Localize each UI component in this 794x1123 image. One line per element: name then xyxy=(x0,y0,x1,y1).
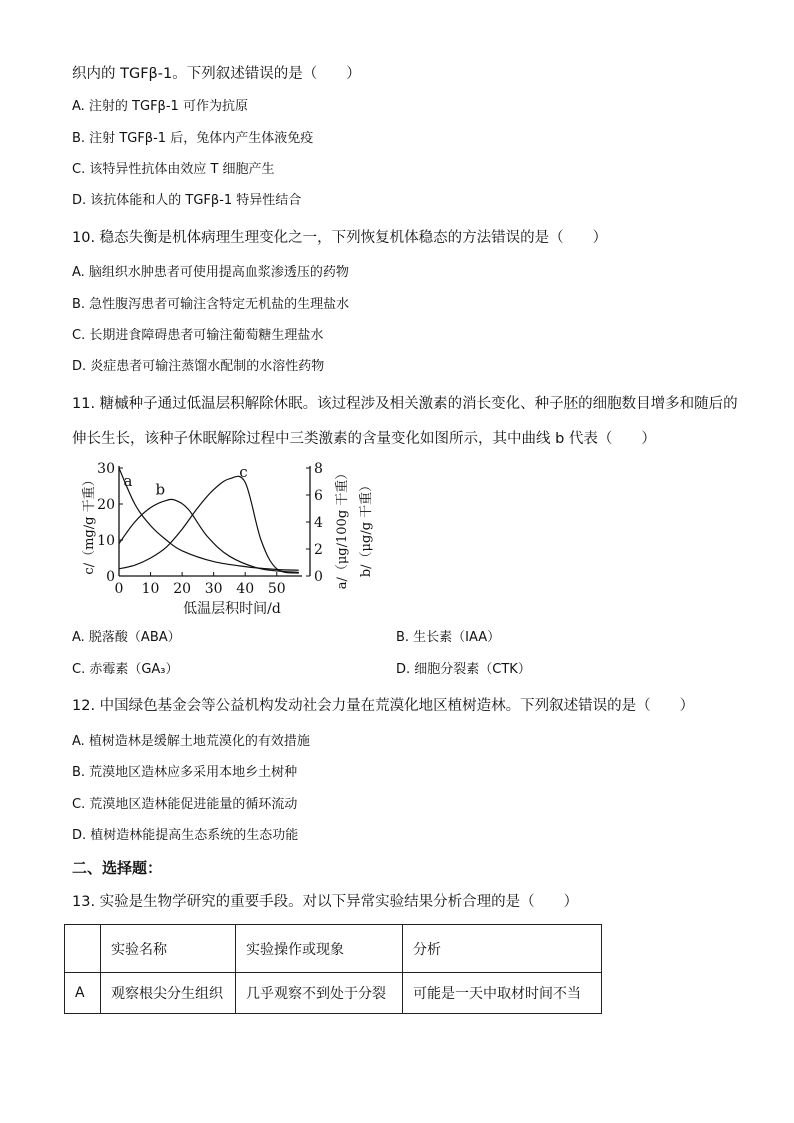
chart-x-label: 低温层积时间/d xyxy=(183,601,281,617)
curve-label-a: a xyxy=(123,472,133,490)
q10-option-d[interactable]: D. 炎症患者可输注蒸馏水配制的水溶性药物 xyxy=(72,359,325,374)
q12-option-c[interactable]: C. 荒漠地区造林能促进能量的循环流动 xyxy=(72,797,298,812)
chart-right-axis-label-b: b/（μg/g 干重） xyxy=(359,478,374,578)
x-tick-label: 40 xyxy=(236,581,255,597)
chart-right-axis-label-a: a/（μg/100g 干重） xyxy=(335,466,350,590)
table-header-cell xyxy=(65,925,101,973)
q12-option-a[interactable]: A. 植树造林是缓解土地荒漠化的有效措施 xyxy=(72,734,310,749)
curve-b xyxy=(119,499,299,572)
table-header-cell: 实验操作或现象 xyxy=(236,925,403,973)
q11-stem-line2: 伸长生长，该种子休眠解除过程中三类激素的含量变化如图所示，其中曲线 b 代表（ ） xyxy=(72,431,656,447)
q11-option-c[interactable]: C. 赤霉素（GA₃） xyxy=(72,662,179,677)
table-row xyxy=(65,973,602,1014)
q12-stem: 12. 中国绿色基金会等公益机构发动社会力量在荒漠化地区植树造林。下列叙述错误的是（ ） xyxy=(72,698,695,714)
x-tick-label: 20 xyxy=(173,581,192,597)
x-tick-label: 10 xyxy=(141,581,160,597)
q9-option-d[interactable]: D. 该抗体能和人的 TGFβ-1 特异性结合 xyxy=(72,193,302,208)
curve-label-b: b xyxy=(155,480,166,499)
table-header-row xyxy=(65,925,602,973)
left-tick-label: 30 xyxy=(97,461,115,477)
q13-stem: 13. 实验是生物学研究的重要手段。对以下异常实验结果分析合理的是（ ） xyxy=(72,894,579,910)
q11-stem-line1: 11. 糖槭种子通过低温层积解除休眠。该过程涉及相关激素的消长变化、种子胚的细胞数目增多和随后的 xyxy=(72,396,738,412)
q10-option-c[interactable]: C. 长期进食障碍患者可输注葡萄糖生理盐水 xyxy=(72,328,324,343)
experiment-table xyxy=(64,924,602,1014)
right-tick-label: 4 xyxy=(314,515,323,531)
table-cell: A xyxy=(65,973,101,1014)
q9-stem-tail: 织内的 TGFβ-1。下列叙述错误的是（ ） xyxy=(72,66,361,82)
q10-stem: 10. 稳态失衡是机体病理生理变化之一，下列恢复机体稳态的方法错误的是（ ） xyxy=(72,230,608,246)
left-tick-label: 10 xyxy=(97,533,115,549)
section-title: 二、选择题： xyxy=(72,859,163,877)
right-tick-label: 8 xyxy=(314,461,323,477)
curve-a xyxy=(119,468,299,570)
q9-option-a[interactable]: A. 注射的 TGFβ-1 可作为抗原 xyxy=(72,99,248,114)
table-cell: 可能是一天中取材时间不当 xyxy=(403,973,602,1014)
q11-option-b[interactable]: B. 生长素（IAA） xyxy=(396,630,501,645)
chart-curves xyxy=(119,463,299,573)
hormone-chart xyxy=(72,458,402,620)
q11-option-a[interactable]: A. 脱落酸（ABA） xyxy=(72,630,181,645)
table-cell: 几乎观察不到处于分裂 xyxy=(236,973,403,1014)
chart-left-axis-label: c/（mg/g 干重） xyxy=(82,473,97,575)
table-cell: 观察根尖分生组织 xyxy=(101,973,236,1014)
x-tick-label: 0 xyxy=(114,581,124,597)
q9-option-c[interactable]: C. 该特异性抗体由效应 T 细胞产生 xyxy=(72,162,275,177)
q11-option-d[interactable]: D. 细胞分裂素（CTK） xyxy=(396,662,531,677)
left-tick-label: 20 xyxy=(97,497,115,513)
table-header-cell: 分析 xyxy=(403,925,602,973)
x-tick-label: 50 xyxy=(267,581,286,597)
curve-label-c: c xyxy=(239,462,248,481)
x-tick-label: 30 xyxy=(204,581,223,597)
curve-c xyxy=(119,476,299,573)
q12-option-d[interactable]: D. 植树造林能提高生态系统的生态功能 xyxy=(72,828,299,843)
right-tick-label: 0 xyxy=(314,569,323,585)
q9-option-b[interactable]: B. 注射 TGFβ-1 后，兔体内产生体液免疫 xyxy=(72,131,314,146)
q10-option-a[interactable]: A. 脑组织水肿患者可使用提高血浆渗透压的药物 xyxy=(72,265,349,280)
right-tick-label: 6 xyxy=(314,488,323,504)
left-tick-label: 0 xyxy=(106,569,115,585)
q12-option-b[interactable]: B. 荒漠地区造林应多采用本地乡土树种 xyxy=(72,765,298,780)
table-header-cell: 实验名称 xyxy=(101,925,236,973)
right-tick-label: 2 xyxy=(314,542,323,558)
q10-option-b[interactable]: B. 急性腹泻患者可输注含特定无机盐的生理盐水 xyxy=(72,297,350,312)
